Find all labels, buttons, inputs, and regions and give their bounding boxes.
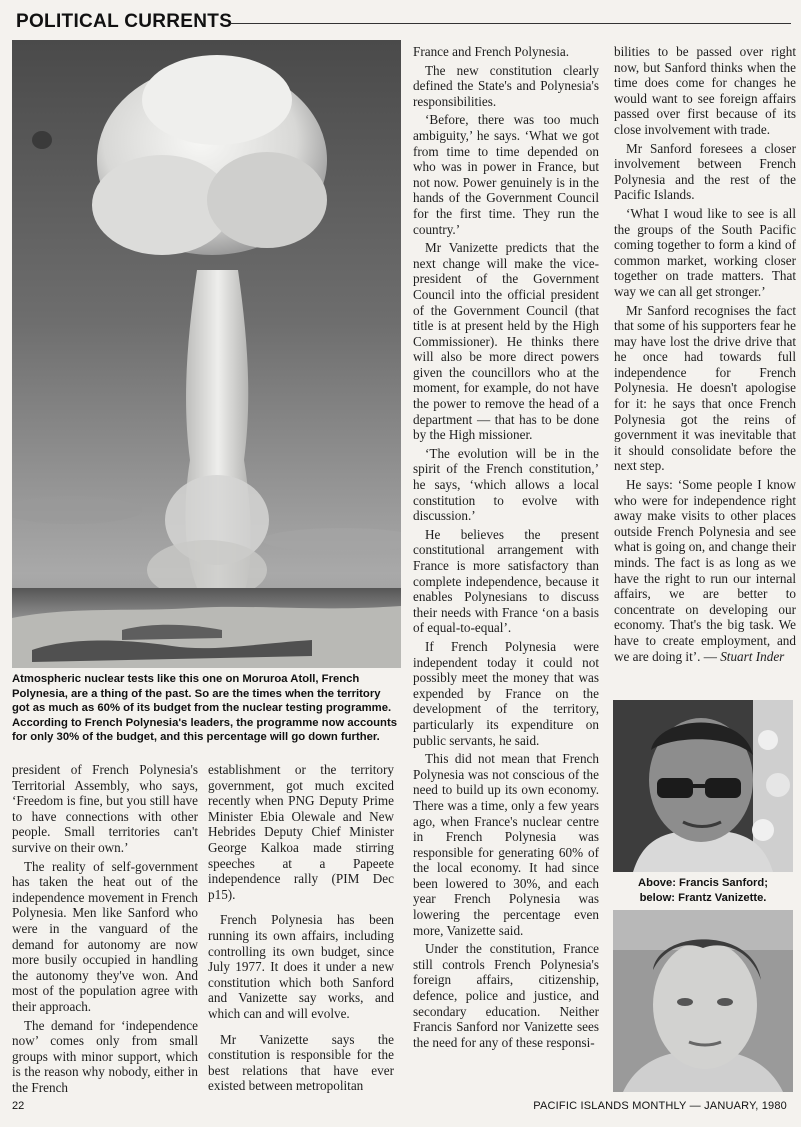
- paragraph: Mr Sanford foresees a closer involvement between French Polynesia and the rest of the Pacific Islands.: [614, 140, 796, 203]
- paragraph: If French Polynesia were independent today it could not possibly meet the money that was expended by France on the development of the territory, particularly its expenditure on public servants, he said.: [413, 638, 599, 748]
- page-header: [16, 8, 791, 34]
- article-column-4: [614, 44, 796, 667]
- portrait-caption-line: Above: Francis Sanford;: [638, 877, 768, 889]
- frantz-vanizette-photo: [613, 910, 793, 1092]
- paragraph: bilities to be passed over right now, but Sanford thinks when the time does come for changes he would want to see foreign affairs passed over first because of its close involvement with trade.: [614, 44, 796, 137]
- paragraph: ‘Before, there was too much ambiguity,’ he says. ‘What we got from time to time depended on who was in power in France, but not now. Power genuinely is in the hands of the Government Council for the first time. They run the country.’: [413, 112, 599, 237]
- paragraph: ‘What I woud like to see is all the groups of the South Pacific coming together to form a kind of common market, working closer together on trade matters. That way we can all get stronger.’: [614, 205, 796, 299]
- paragraph: French Polynesia has been running its own affairs, including controlling its own budget, since July 1977. It does it under a new constitution which both Sanford and Vanizette say works, and which can and will evolve.: [208, 912, 394, 1021]
- portrait-caption-line: below: Frantz Vanizette.: [639, 891, 767, 904]
- nuclear-test-photo: [12, 40, 401, 668]
- paragraph: The new constitution clearly defined the State's and Polynesia's responsibilities.: [413, 62, 599, 109]
- paragraph: Mr Sanford recognises the fact that some of his supporters fear he may have lost the drive drive that he once had towards full independence for French Polynesia. He doesn't apologise for it: he says that once French Polynesia got the reins of government it was inevitable that it should consolidate before the next step.: [614, 302, 796, 474]
- paragraph: This did not mean that French Polynesia was not conscious of the need to build up its own economy. There was a time, only a few years ago, when France's nuclear centre in French Polynesia was responsible for generating 60% of the local economy. It had since been lowered to 30%, and each year French Polynesia was lowering the percentage even more, Vanizette said.: [413, 751, 599, 938]
- paragraph: The demand for ‘independence now’ comes only from small groups with minor support, which is the reason why nobody, either in the French: [12, 1017, 198, 1095]
- paragraph: France and French Polynesia.: [413, 44, 570, 59]
- paragraph: The reality of self-government has taken the heat out of the independence movement in French Polynesia. Men like Sanford who were in the vanguard of the demand for autonomy are now more busily occupied in handling the autonomy they've won. And most of the population agree with their approach.: [12, 858, 198, 1014]
- paragraph: establishment or the territory government, got much excited recently when PNG Deputy Prime Minister Ebia Olewale and New Hebrides Deputy Chief Minister George Kalkoa made stirring speeches at a Papeete independence rally (PIM Dec p15).: [208, 762, 394, 902]
- header-rule: [230, 23, 791, 24]
- paragraph: president of French Polynesia's Territorial Assembly, who says, ‘Freedom is fine, but you still have to have connections with other people. Small territories can't survive on their own.’: [12, 762, 198, 855]
- francis-sanford-photo: [613, 700, 793, 872]
- paragraph: Mr Vanizette predicts that the next change will make the vice-president of the Government Council into the official president of the Government Council (that title is at present held by the High Commissioner). He thinks there will also be more direct powers given the councillors who at the moment, for example, do not have the power to remove the head of a department — that has to be done by the High missioner.: [413, 240, 599, 443]
- paragraph-text: He says: ‘Some people I know who were for independence right away make visits to other places outside French Polynesia and see what is going on, and change their minds. The fact is as long as we have the right to run our internal affairs, we are better to concentrate on developing our economy. That's the big task. We have to create employment, and we are doing it’. —: [614, 477, 796, 664]
- paragraph: [614, 477, 796, 664]
- paragraph: He believes the present constitutional arrangement with France is more satisfactory than complete independence, because it enables Polynesians to discuss their needs with France ‘on a basis of equal-to-equal’.: [413, 526, 599, 636]
- portrait-caption: [613, 876, 793, 905]
- page-number: 22: [12, 1100, 25, 1112]
- publication-footer: PACIFIC ISLANDS MONTHLY — JANUARY, 1980: [533, 1100, 787, 1112]
- article-column-3: [413, 44, 599, 1053]
- photo-caption: Atmospheric nuclear tests like this one on Moruroa Atoll, French Polynesia, are a thing of the past. So are the times when the territory got as much as 60% of its budget from the nuclear testing programme. According to French Polynesia's leaders, the programme now accounts for only 30% of the budget, and this percentage will go down further.: [12, 673, 397, 744]
- paragraph: Under the constitution, France still controls French Polynesia's foreign affairs, citizenship, defence, police and justice, and secondary education. Neither Francis Sanford nor Vanizette sees the need for any of these responsi-: [413, 941, 599, 1050]
- article-column-2: [208, 762, 394, 1097]
- article-column-1: [12, 762, 198, 1098]
- paragraph: ‘The evolution will be in the spirit of the French constitution,’ he says, ‘which allows a local constitution to evolve with discussion.’: [413, 445, 599, 524]
- paragraph: Mr Vanizette says the constitution is responsible for the best relations that have ever existed between metropolitan: [208, 1031, 394, 1094]
- section-title: POLITICAL CURRENTS: [16, 11, 233, 32]
- byline: Stuart Inder: [720, 648, 785, 664]
